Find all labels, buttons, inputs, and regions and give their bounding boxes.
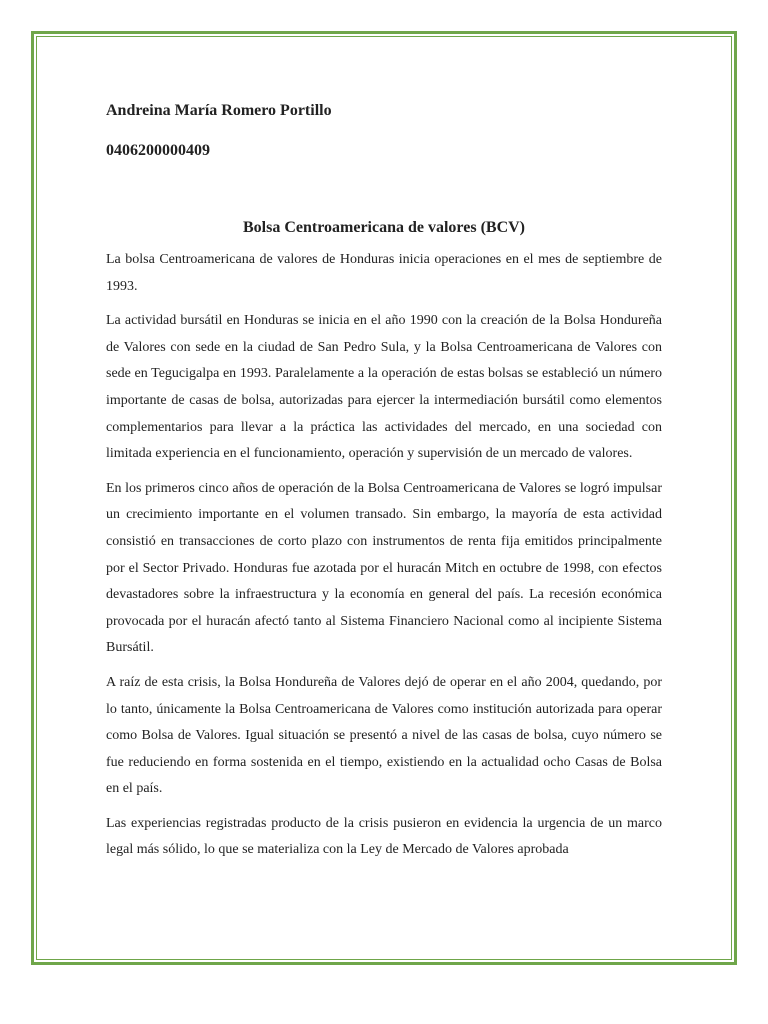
paragraph-1: La bolsa Centroamericana de valores de Honduras inicia operaciones en el mes de septiembre de 1993. xyxy=(106,252,662,294)
paragraph-2: La actividad bursátil en Honduras se inicia en el año 1990 con la creación de la Bolsa Hondureña de Valores con sede en la ciudad de San Pedro Sula, y la Bolsa Centroamericana de Valores con sede en Tegucigalpa en 1993. Paralelamente a la operación de estas bolsas se estableció un número importante de casas de bolsa, autorizadas para ejercer la intermediación bursátil como elementos complementarios para llevar a la práctica las actividades del mercado, en una sociedad con limitada experiencia en el funcionamiento, operación y supervisión de un mercado de valores. xyxy=(106,313,662,462)
paragraph-4: A raíz de esta crisis, la Bolsa Hondureña de Valores dejó de operar en el año 2004, quedando, por lo tanto, únicamente la Bolsa Centroamericana de Valores como institución autorizada para operar como Bolsa de Valores. Igual situación se presentó a nivel de las casas de bolsa, cuyo número se fue reduciendo en forma sostenida en el tiempo, existiendo en la actualidad ocho Casas de Bolsa en el país. xyxy=(106,674,662,797)
paragraph-5: Las experiencias registradas producto de la crisis pusieron en evidencia la urgencia de un marco legal más sólido, lo que se materializa con la Ley de Mercado de Valores aprobada xyxy=(106,815,662,858)
document-title: Bolsa Centroamericana de valores (BCV) xyxy=(242,219,526,236)
student-id: 0406200000409 xyxy=(106,142,210,159)
paragraph-3: En los primeros cinco años de operación de la Bolsa Centroamericana de Valores se logró impulsar un crecimiento importante en el volumen transado. Sin embargo, la mayoría de esta actividad consistió en transacciones de corto plazo con instrumentos de renta fija emitidos principalmente por el Sector Privado. Honduras fue azotada por el huracán Mitch en octubre de 1998, con efectos devastadores sobre la infraestructura y la economía en general del país. La recesión económica provocada por el huracán afectó tanto al Sistema Financiero Nacional como al incipiente Sistema Bursátil. xyxy=(106,480,662,656)
author-name: Andreina María Romero Portillo xyxy=(106,102,332,119)
document-body xyxy=(106,96,662,864)
